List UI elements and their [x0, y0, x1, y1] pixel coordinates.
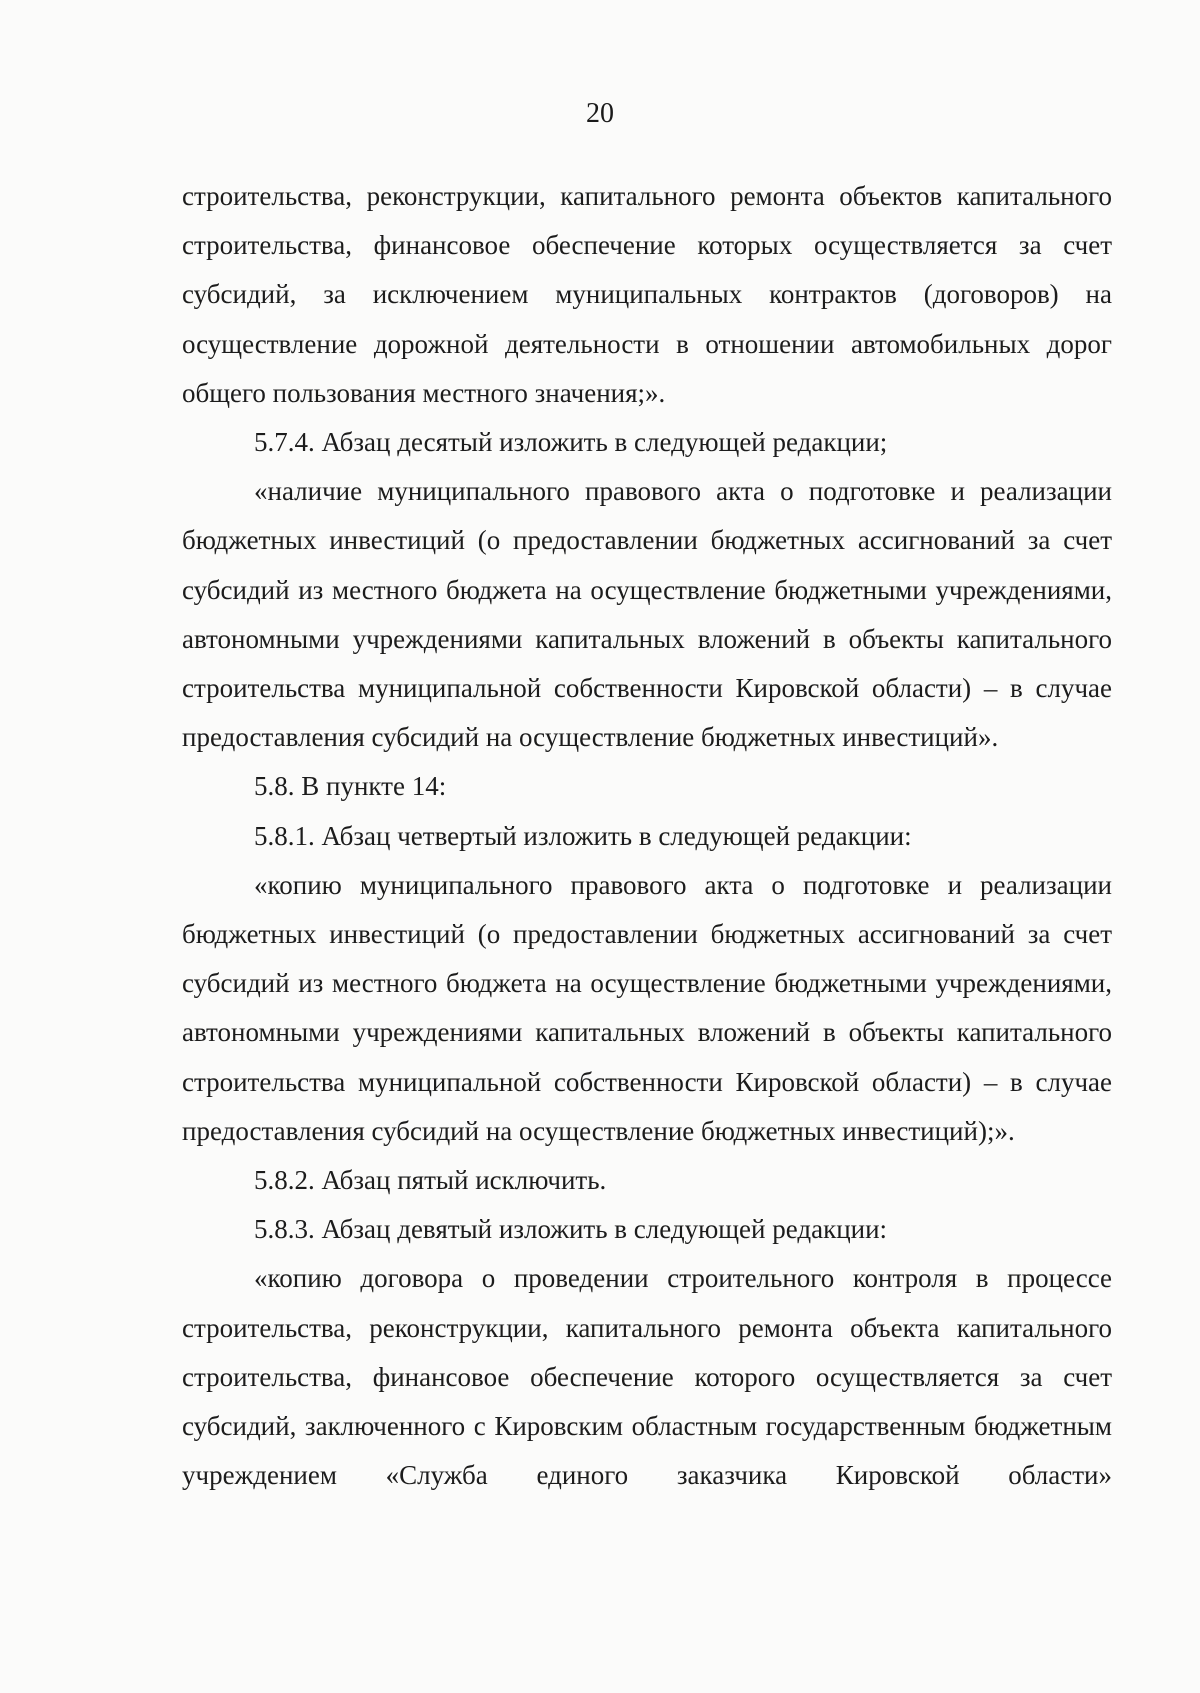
paragraph-5-8-3: 5.8.3. Абзац девятый изложить в следующей редакции: — [254, 1214, 888, 1245]
document-body — [182, 172, 1112, 1500]
paragraph-5-8: 5.8. В пункте 14: — [254, 771, 447, 802]
paragraph-5-7-4: 5.7.4. Абзац десятый изложить в следующей редакции; — [254, 427, 888, 458]
paragraph-quote-3: «копию договора о проведении строительного контроля в процессе строительства, реконструкции, капитального ремонта объекта капитального строительства, финансовое обеспечение которого осуществляется за счет субсидий, заключенного с Кировским областным государственным бюджетным учреждением «Служба единого заказчика Кировской области» — [182, 1263, 1112, 1491]
paragraph-5-8-2: 5.8.2. Абзац пятый исключить. — [254, 1165, 607, 1196]
page-number: 20 — [586, 98, 614, 129]
paragraph-continuation: строительства, реконструкции, капитального ремонта объектов капитального строительства, финансовое обеспечение которых осуществляется за счет субсидий, за исключением муниципальных контрактов (договоров) на осуществление дорожной деятельности в отношении автомобильных дорог общего пользования местного значения;». — [182, 181, 1112, 408]
paragraph-quote-1: «наличие муниципального правового акта о подготовке и реализации бюджетных инвестиций (о предоставлении бюджетных ассигнований за счет субсидий из местного бюджета на осуществление бюджетными учреждениями, автономными учреждениями капитальных вложений в объекты капитального строительства муниципальной собственности Кировской области) – в случае предоставления субсидий на осуществление бюджетных инвестиций». — [182, 476, 1112, 753]
paragraph-quote-2: «копию муниципального правового акта о подготовке и реализации бюджетных инвестиций (о предоставлении бюджетных ассигнований за счет субсидий из местного бюджета на осуществление бюджетными учреждениями, автономными учреждениями капитальных вложений в объекты капитального строительства муниципальной собственности Кировской области) – в случае предоставления субсидий на осуществление бюджетных инвестиций);». — [182, 869, 1112, 1146]
paragraph-5-8-1: 5.8.1. Абзац четвертый изложить в следующей редакции: — [254, 820, 912, 851]
